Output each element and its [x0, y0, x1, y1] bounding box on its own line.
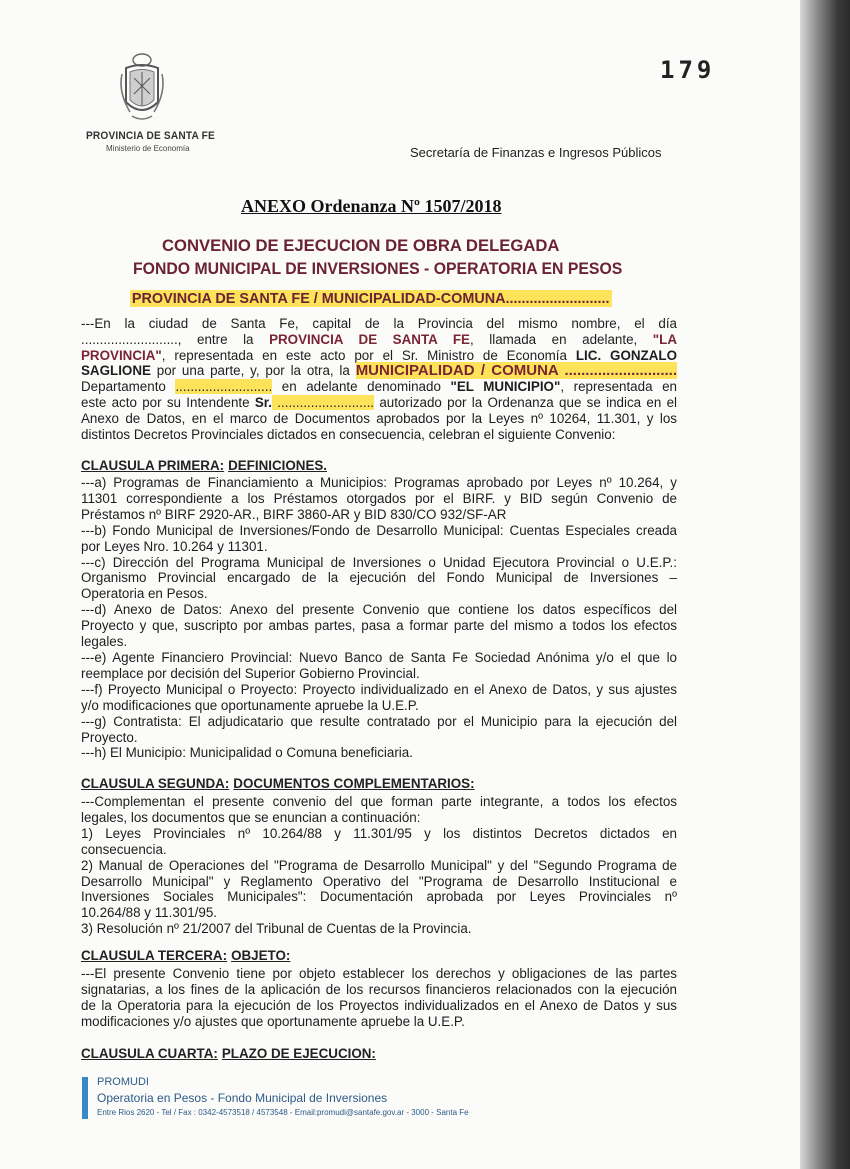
intro-province: PROVINCIA DE SANTA FE: [269, 331, 470, 347]
clause-line: ---g) Contratista: El adjudicatario que resulte contratado por el Municipio para la ejecución del: [81, 713, 677, 729]
clause-name: DEFINICIONES.: [228, 458, 328, 473]
footer-accent-bar: [82, 1077, 88, 1119]
clause-line: modificaciones y/o ajustes que oportunamente apruebe la U.E.P.: [81, 1013, 465, 1029]
clause-3-heading: [81, 948, 290, 963]
page-number: 179: [660, 56, 716, 84]
intro-line: [81, 395, 677, 411]
clause-1-heading: [81, 458, 327, 473]
intro-text: , representada en este acto por el Sr. Ministro de Economía: [161, 347, 576, 363]
intro-line: [81, 427, 677, 443]
clause-line: ---f) Proyecto Municipal o Proyecto: Proyecto individualizado en el Anexo de Datos, y sus ajustes: [81, 681, 677, 697]
clause-name: OBJETO:: [231, 948, 291, 963]
intro-municipalidad: MUNICIPALIDAD / COMUNA ...........................: [355, 362, 677, 380]
intro-line: [81, 379, 677, 395]
clause-1-body: [81, 475, 677, 761]
province-name: PROVINCIA DE SANTA FE: [86, 130, 215, 142]
clause-2-body: [81, 794, 677, 937]
intro-blank: ..........................: [175, 379, 273, 395]
intro-text: , representada en: [560, 379, 677, 395]
intro-line: [81, 332, 677, 348]
intro-line: [81, 316, 677, 332]
intro-la-provincia: "LA: [652, 331, 677, 347]
clause-line: ---b) Fondo Municipal de Inversiones/Fondo de Desarrollo Municipal: Cuentas Especiales creada: [81, 522, 677, 538]
clause-line: ---a) Programas de Financiamiento a Municipios: Programas aprobado por Leyes nº 10.264, y: [81, 475, 677, 490]
convenio-subtitle: FONDO MUNICIPAL DE INVERSIONES - OPERATORIA EN PESOS: [133, 259, 623, 278]
clause-line: consecuencia.: [81, 841, 167, 857]
intro-text: en adelante denominado: [272, 379, 451, 395]
clause-line: 2) Manual de Operaciones del "Programa de Desarrollo Municipal" y del "Segundo Programa de: [81, 857, 677, 873]
intro-text: distintos Decretos Provinciales dictados en consecuencia, celebran el siguiente Convenio:: [81, 426, 616, 442]
clause-line: ---d) Anexo de Datos: Anexo del presente Convenio que contiene los datos específicos del: [81, 602, 677, 618]
clause-line: 3) Resolución nº 21/2007 del Tribunal de Cuentas de la Provincia.: [81, 921, 472, 937]
clause-line: 11301 correspondiente a los Préstamos otorgados por el BIRF. y BID según Convenio de: [81, 490, 677, 506]
clause-line: Organismo Provincial encargado de la ejecución del Fondo Municipal de Inversiones –: [81, 570, 677, 586]
secretaria-heading: Secretaría de Finanzas e Ingresos Públicos: [410, 145, 662, 160]
intro-line: [81, 363, 677, 379]
parties-line: PROVINCIA DE SANTA FE / MUNICIPALIDAD-COMUNA..........................: [131, 290, 610, 307]
intro-text: ---En la ciudad de Santa Fe, capital de la Provincia del mismo nombre, el día: [81, 316, 677, 331]
intro-sr: Sr.: [254, 394, 272, 410]
clause-line: reemplace por decisión del Superior Gobierno Provincial.: [81, 665, 420, 681]
annex-title: ANEXO Ordenanza Nº 1507/2018: [241, 196, 502, 216]
clause-line: Proyecto y que, suscripto por ambas partes, pasa a formar parte del mismo a todos los efectos: [81, 618, 677, 634]
clause-line: por Leyes Nro. 10.264 y 11301.: [81, 538, 268, 554]
intro-minister: LIC. GONZALO: [575, 347, 677, 363]
clause-line: ---c) Dirección del Programa Municipal de Inversiones o Unidad Ejecutora Provincial o U.E.P.:: [81, 554, 677, 570]
intro-text: autorizado por la Ordenanza que se indica en el: [374, 394, 678, 410]
clause-label: CLAUSULA PRIMERA:: [81, 458, 225, 473]
clause-line: Operatoria en Pesos.: [81, 586, 208, 602]
clause-4-heading: [81, 1046, 376, 1061]
clause-line: legales.: [81, 634, 128, 650]
intro-text: .........................., entre la: [81, 331, 270, 347]
clause-line: legales, los documentos que se enuncian a continuación:: [81, 809, 421, 825]
intro-text: Departamento: [81, 379, 176, 395]
clause-line: Desarrollo Municipal" y Reglamento Operativo del "Programa de Desarrollo Institucional e: [81, 873, 677, 889]
clause-line: Préstamos nº BIRF 2920-AR., BIRF 3860-AR y BID 830/CO 932/SF-AR: [81, 506, 507, 522]
intro-la-provincia: PROVINCIA": [81, 347, 162, 363]
clause-label: CLAUSULA TERCERA:: [81, 948, 228, 963]
convenio-title: CONVENIO DE EJECUCION DE OBRA DELEGADA: [162, 236, 560, 255]
intro-el-municipio: "EL MUNICIPIO": [450, 379, 561, 395]
intro-line: [81, 411, 677, 427]
intro-line: [81, 348, 677, 364]
intro-text: este acto por su Intendente: [81, 394, 255, 410]
clause-label: CLAUSULA CUARTA:: [81, 1046, 218, 1061]
intro-text: , llamada en adelante,: [469, 331, 653, 347]
intro-blank: ..........................: [272, 394, 375, 410]
clause-line: de la Operatoria para la ejecución de los Proyectos individualizados en el Anexo de Datos y sus: [81, 997, 677, 1013]
intro-text: Anexo de Datos, en el marco de Documentos aprobados por la Leyes nº 10264, 11.301, y los: [81, 410, 677, 426]
clause-line: signatarias, a los fines de la aplicación de los recursos financieros relacionados con la ejecución: [81, 981, 677, 997]
footer-org: PROMUDI: [97, 1076, 149, 1088]
intro-minister: SAGLIONE: [81, 363, 151, 379]
clause-2-heading: [81, 776, 475, 791]
clause-3-body: [81, 966, 677, 1030]
clause-line: ---El presente Convenio tiene por objeto establecer los derechos y obligaciones de las partes: [81, 966, 677, 981]
clause-name: PLAZO DE EJECUCION:: [221, 1046, 376, 1061]
province-seal-icon: [116, 52, 168, 124]
clause-line: y/o modificaciones que oportunamente apruebe la U.E.P.: [81, 697, 419, 713]
clause-line: 10.264/88 y 11.301/95.: [81, 905, 218, 921]
ministry-name: Ministerio de Economía: [106, 144, 190, 153]
clause-name: DOCUMENTOS COMPLEMENTARIOS:: [233, 776, 475, 791]
page-edge-shadow: [800, 0, 850, 1169]
footer-program: Operatoria en Pesos - Fondo Municipal de Inversiones: [97, 1091, 388, 1105]
footer-contact: Entre Rios 2620 - Tel / Fax : 0342-4573518 / 4573548 - Email:promudi@santafe.gov.ar - 3000 - Santa Fe: [97, 1108, 469, 1117]
clause-line: 1) Leyes Provinciales nº 10.264/88 y 11.301/95 y los distintos Decretos dictados en: [81, 825, 677, 841]
intro-paragraph: [81, 316, 677, 442]
clause-line: Proyecto.: [81, 729, 138, 745]
clause-line: ---e) Agente Financiero Provincial: Nuevo Banco de Santa Fe Sociedad Anónima y/o el que lo: [81, 649, 677, 665]
clause-line: Inversiones Sociales Municipales": Documentación aprobada por Leyes Provinciales nº: [81, 889, 677, 905]
clause-line: ---h) El Municipio: Municipalidad o Comuna beneficiaria.: [81, 745, 413, 761]
intro-text: por una parte, y, por la otra, la: [150, 363, 356, 379]
clause-label: CLAUSULA SEGUNDA:: [81, 776, 230, 791]
clause-line: ---Complementan el presente convenio del que forman parte integrante, a todos los efectos: [81, 794, 677, 809]
